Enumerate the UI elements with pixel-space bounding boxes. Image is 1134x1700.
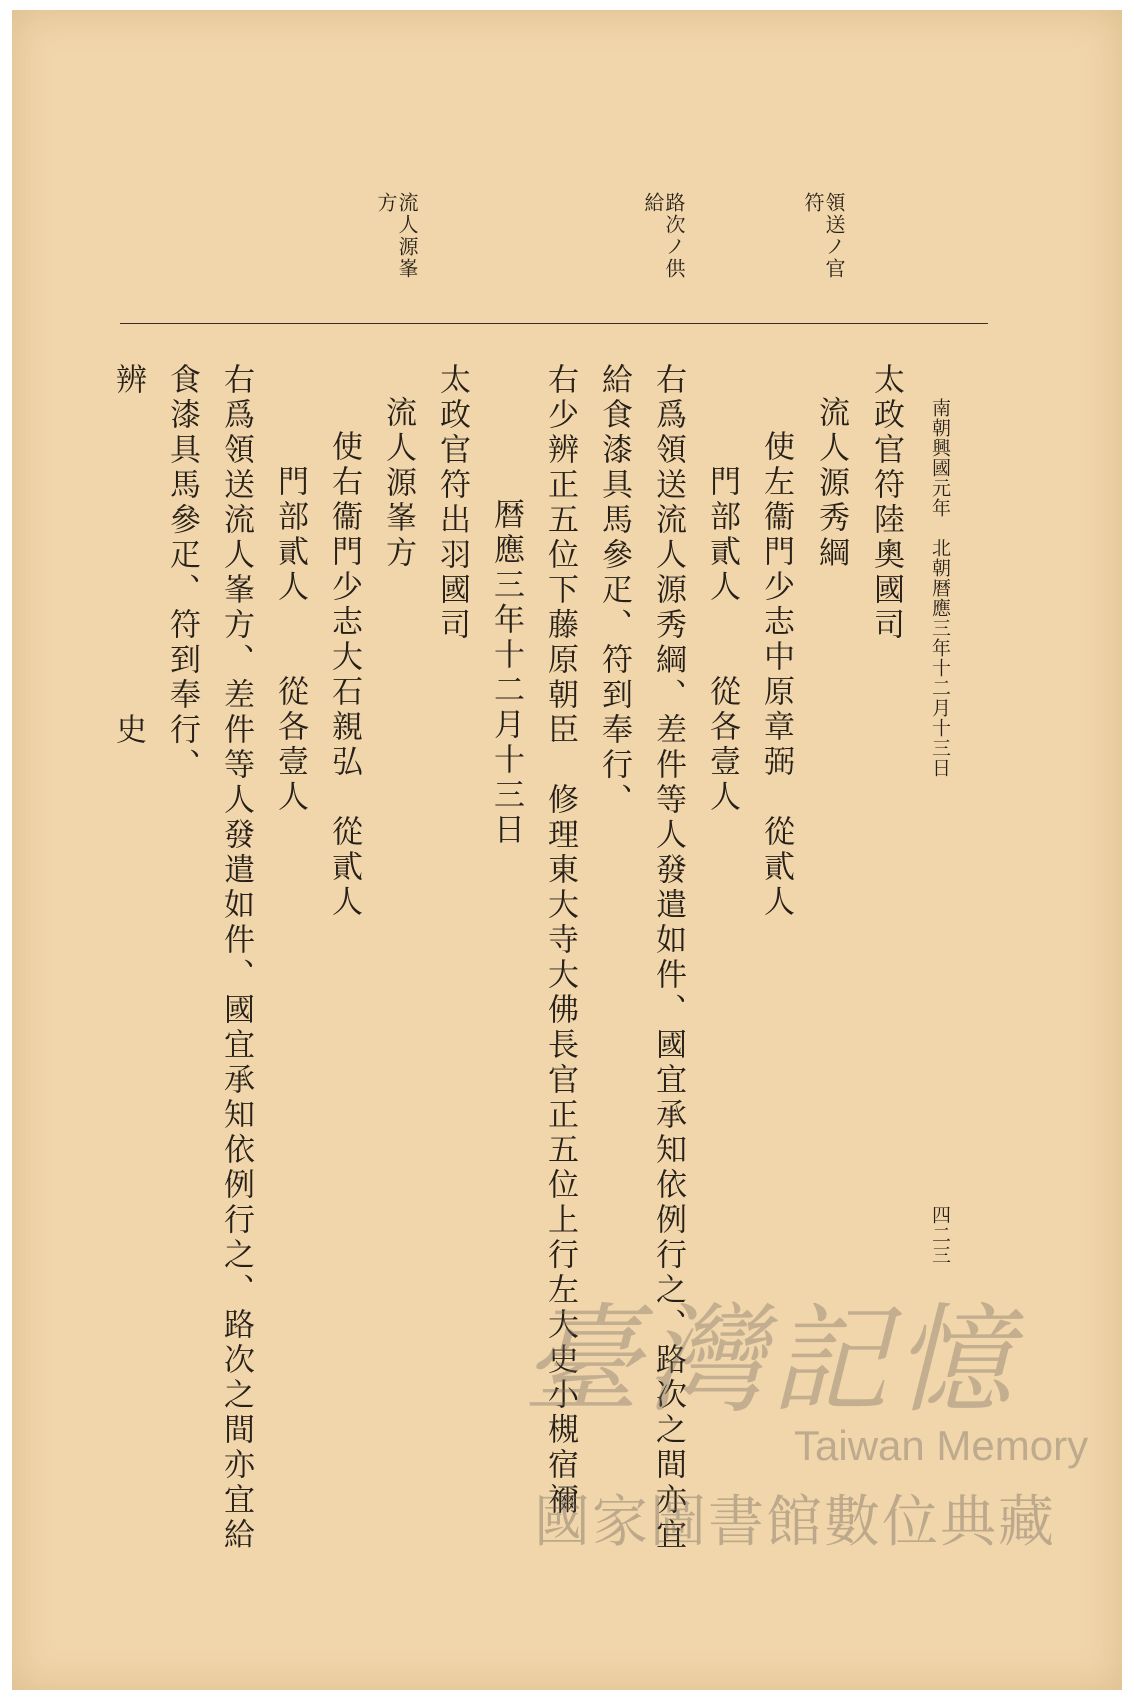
text-column-3: 使左衞門少志中原章弼 從貳人 <box>758 430 794 920</box>
text-column-14: 食漆具馬參疋、符到奉行、 <box>164 363 200 783</box>
watermark-english: Taiwan Memory <box>794 1422 1089 1469</box>
document-page <box>12 10 1122 1690</box>
running-head: 南朝興國元年 北朝暦應三年十二月十三日 <box>929 398 951 778</box>
text-column-5: 右爲領送流人源秀綱、差件等人發遣如件、國宜承知依例行之、路次之間亦宜 <box>650 363 686 1553</box>
watermark-library: 國家圖書館數位典藏 <box>534 1490 1056 1555</box>
margin-note-2: 路次ノ供給 <box>641 192 686 280</box>
text-column-8: 暦應三年十二月十三日 <box>488 498 524 848</box>
text-column-12: 門部貳人 從各壹人 <box>272 465 308 815</box>
text-column-2: 流人源秀綱 <box>813 396 849 571</box>
watermark-title: 臺灣記憶 <box>522 1291 1019 1429</box>
text-column-6: 給食漆具馬參疋、符到奉行、 <box>596 363 632 818</box>
text-column-13: 右爲領送流人峯方、差件等人發遣如件、國宜承知依例行之、路次之間亦宜給 <box>218 363 254 1553</box>
margin-note-1: 領送ノ官符 <box>801 192 846 280</box>
text-column-9: 太政官符出羽國司 <box>434 363 470 643</box>
text-column-7: 右少辨正五位下藤原朝臣 修理東大寺大佛長官正五位上行左大史小槻宿禰 <box>542 363 578 1518</box>
text-column-1: 太政官符陸奧國司 <box>868 363 904 643</box>
page-number: 四二三 <box>929 1205 951 1265</box>
horizontal-rule <box>120 323 988 324</box>
text-column-4: 門部貳人 從各壹人 <box>704 465 740 815</box>
text-column-11: 使右衞門少志大石親弘 從貳人 <box>326 430 362 920</box>
text-column-10: 流人源峯方 <box>380 396 416 571</box>
margin-note-3: 流人源峯方 <box>374 192 419 280</box>
text-column-15: 辨 史 <box>110 363 146 748</box>
